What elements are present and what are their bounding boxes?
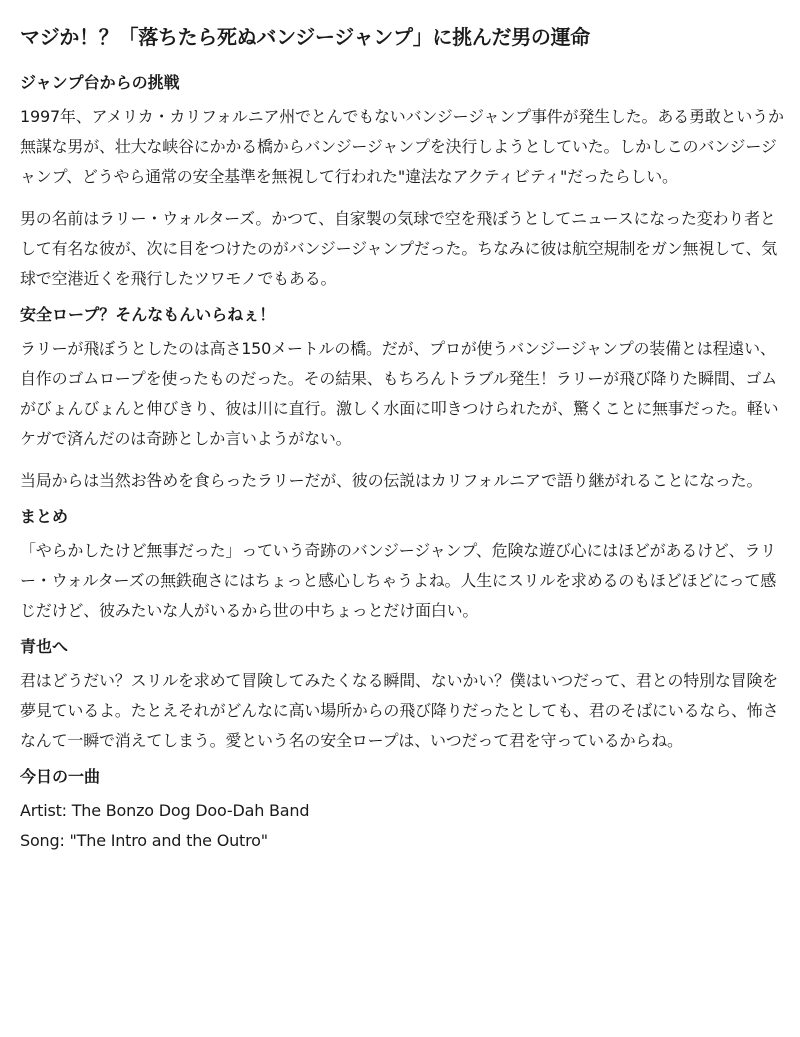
section-safety-rope <box>20 302 788 496</box>
section-heading: 青也へ <box>20 637 69 656</box>
section-heading: まとめ <box>20 507 69 526</box>
section-heading: ジャンプ台からの挑戦 <box>20 73 180 92</box>
paragraph: 男の名前はラリー・ウォルターズ。かつて、自家製の気球で空を飛ぼうとしてニュースになった変わり者として有名な彼が、次に目をつけたのがバンジージャンプだった。ちなみに彼は航空規制をガン無視して、気球で空港近くを飛行したツワモノでもある。 <box>20 209 778 288</box>
article-title: マジか！？「落ちたら死ぬバンジージャンプ」に挑んだ男の運命 <box>20 25 590 49</box>
section-heading: 安全ロープ？そんなもんいらねぇ！ <box>20 305 276 324</box>
song-title: Song: "The Intro and the Outro" <box>20 831 268 850</box>
section-summary <box>20 504 788 626</box>
section-letter <box>20 634 788 756</box>
song-artist: Artist: The Bonzo Dog Doo-Dah Band <box>20 801 310 820</box>
paragraph: 君はどうだい？スリルを求めて冒険してみたくなる瞬間、ないかい？僕はいつだって、君との特別な冒険を夢見ているよ。たとえそれがどんなに高い場所からの飛び降りだったとしても、君のそばにいるなら、怖さなんて一瞬で消えてしまう。愛という名の安全ロープは、いつだって君を守っているからね。 <box>20 671 779 750</box>
paragraph: 「やらかしたけど無事だった」っていう奇跡のバンジージャンプ、危険な遊び心にはほどがあるけど、ラリー・ウォルターズの無鉄砲さにはちょっと感心しちゃうよね。人生にスリルを求めるのもほどほどにって感じだけど、彼みたいな人がいるから世の中ちょっとだけ面白い。 <box>20 541 777 620</box>
paragraph: 当局からは当然お咎めを食らったラリーだが、彼の伝説はカリフォルニアで語り継がれることになった。 <box>20 471 763 490</box>
paragraph: 1997年、アメリカ・カリフォルニア州でとんでもないバンジージャンプ事件が発生した。ある勇敢というか無謀な男が、壮大な峡谷にかかる橋からバンジージャンプを決行しようとしていた。しかしこのバンジージャンプ、どうやら通常の安全基準を無視して行われた"違法なアクティビティ"だったらしい。 <box>20 107 784 186</box>
paragraph: ラリーが飛ぼうとしたのは高さ150メートルの橋。だが、プロが使うバンジージャンプの装備とは程遠い、自作のゴムロープを使ったものだった。その結果、もちろんトラブル発生！ラリーが飛び降りた瞬間、ゴムがびょんびょんと伸びきり、彼は川に直行。激しく水面に叩きつけられたが、驚くことに無事だった。軽いケガで済んだのは奇跡としか言いようがない。 <box>20 339 779 448</box>
section-heading: 今日の一曲 <box>20 767 101 786</box>
section-jump-challenge <box>20 70 788 294</box>
section-song-of-the-day <box>20 764 788 856</box>
